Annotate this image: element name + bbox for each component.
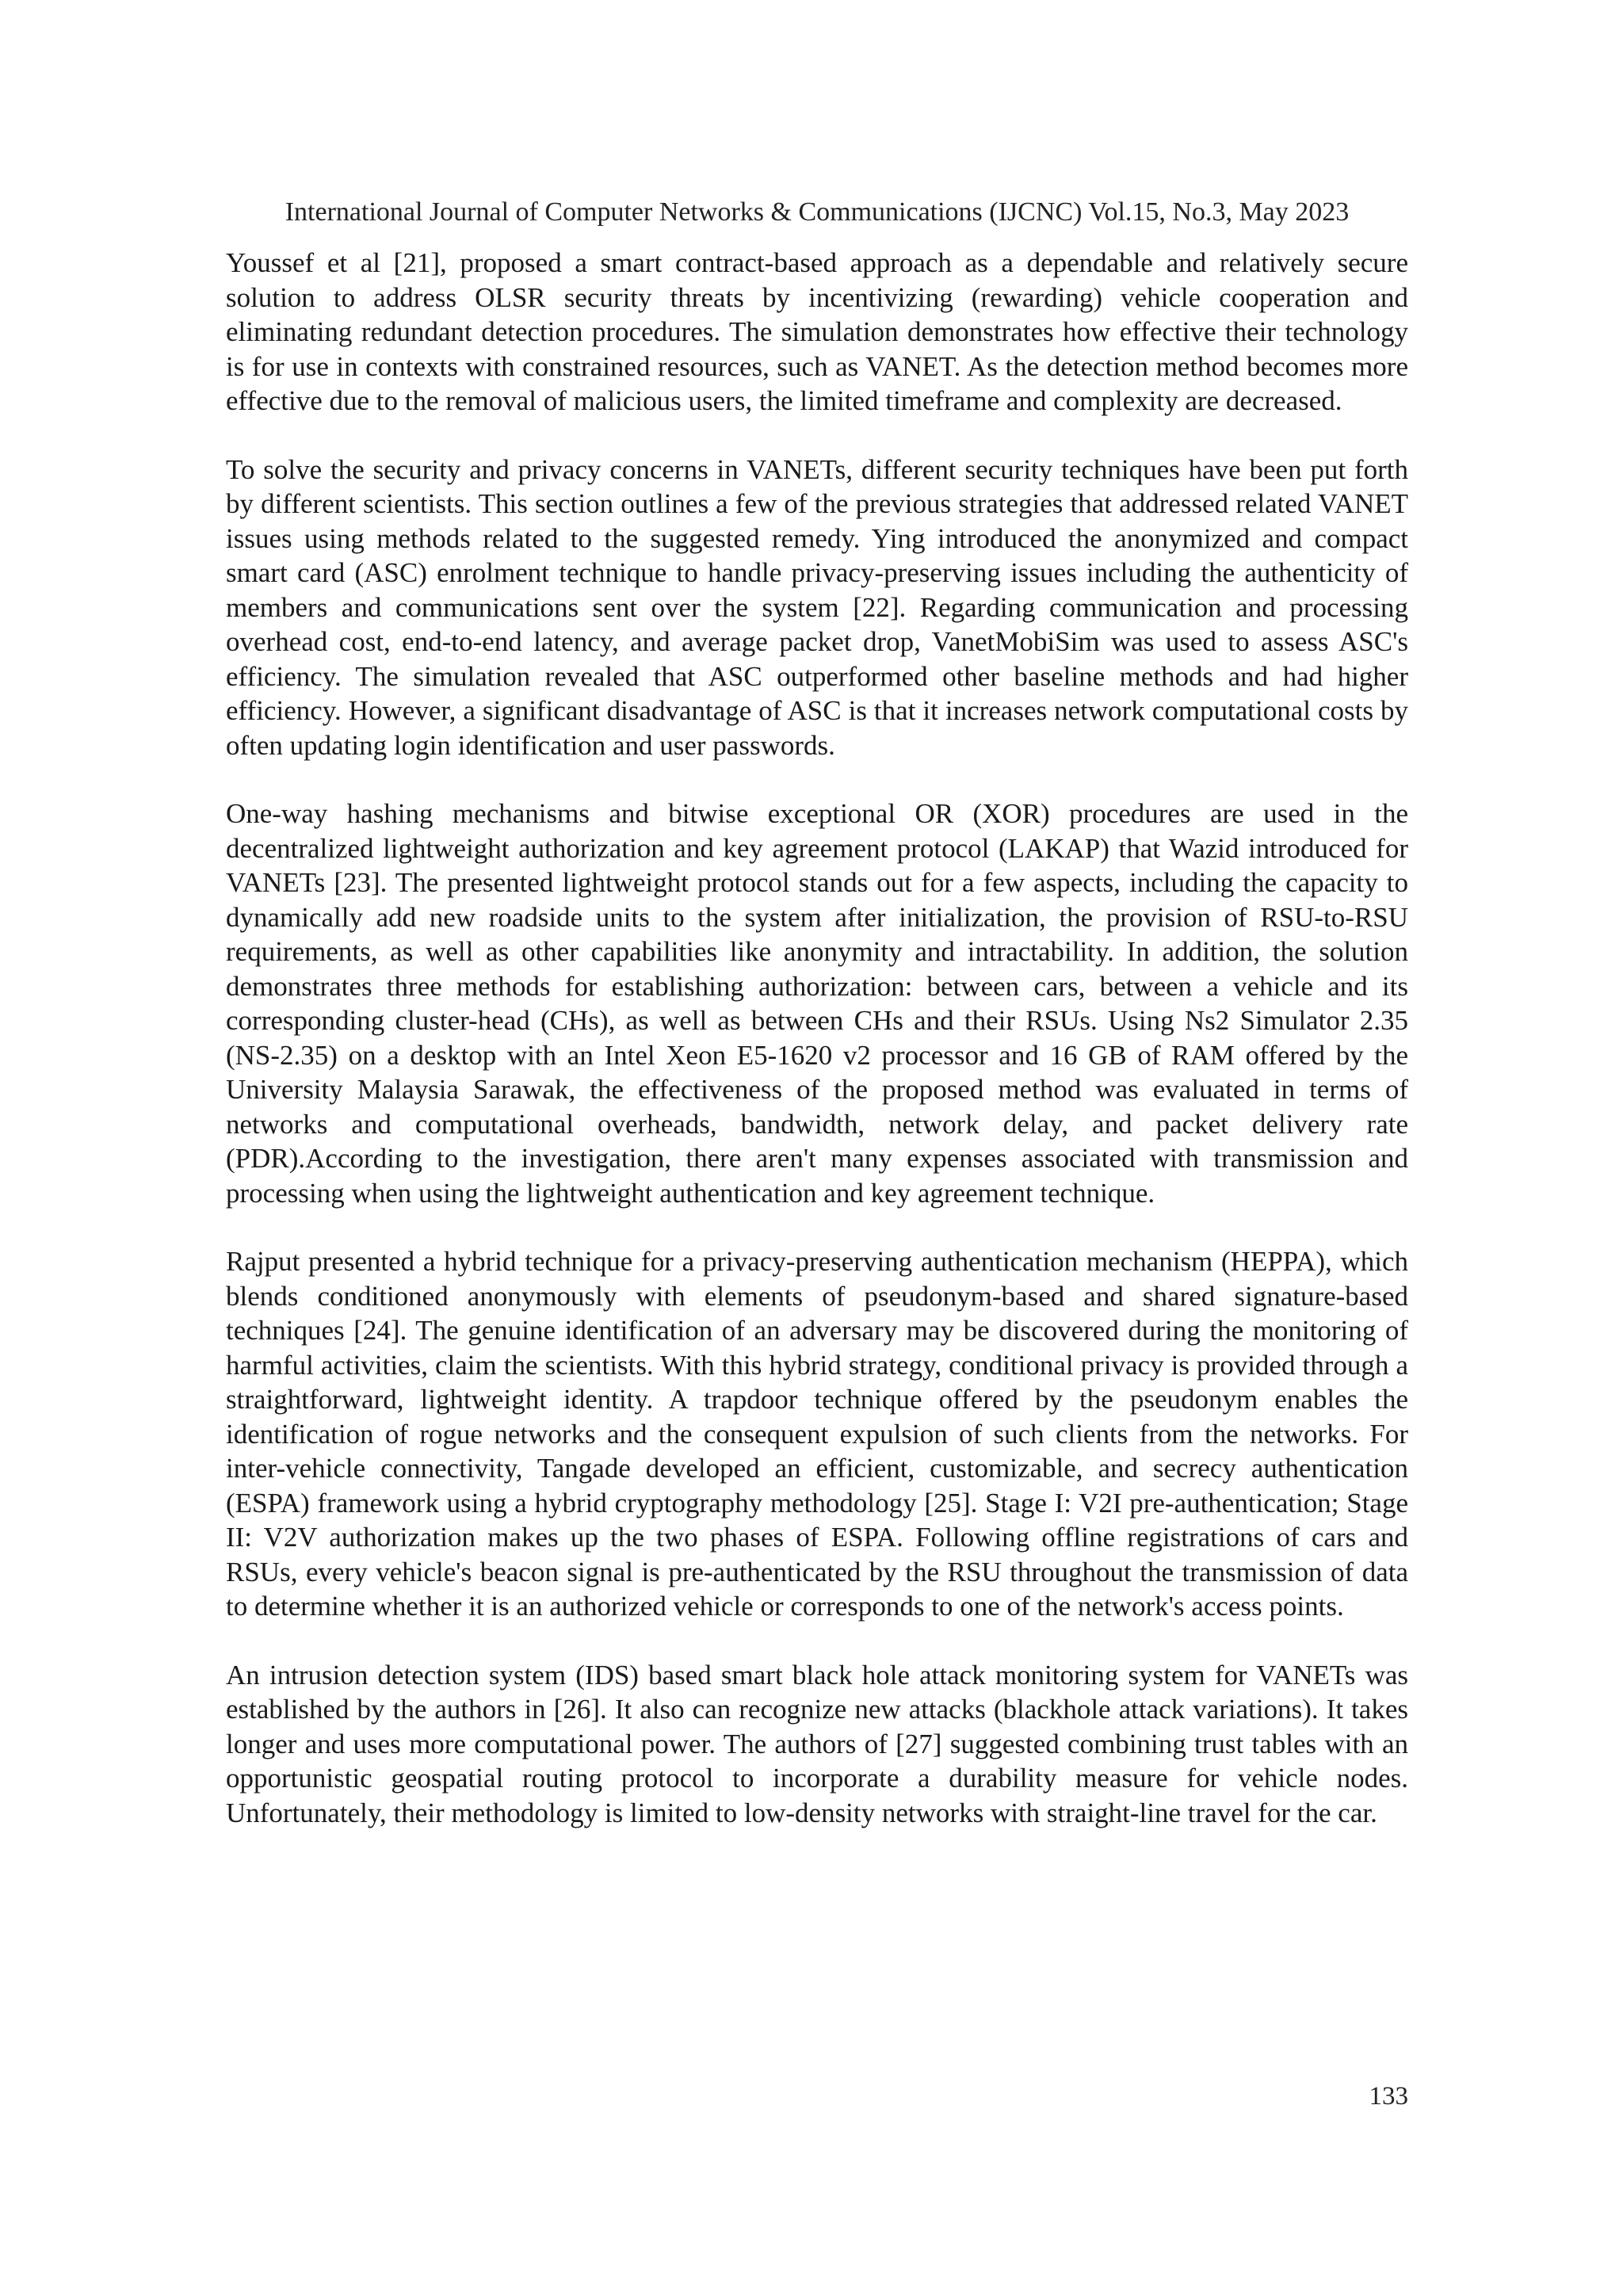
paragraph-heppa-espa: Rajput presented a hybrid technique for a privacy-preserving authentication mechanism (HEPPA), which blends conditioned anonymously with elements of pseudonym-based and shared signature-based techniques [24]. The genuine identification of an adversary may be discovered during the monitoring of harmful activities, claim the scientists. With this hybrid strategy, conditional privacy is provided through a straightforward, lightweight identity. A trapdoor technique offered by the pseudonym enables the identification of rogue networks and the consequent expulsion of such clients from the networks. For inter-vehicle connectivity, Tangade developed an efficient, customizable, and secrecy authentication (ESPA) framework using a hybrid cryptography methodology [25]. Stage I: V2I pre-authentication; Stage II: V2V authorization makes up the two phases of ESPA. Following offline registrations of cars and RSUs, every vehicle's beacon signal is pre-authenticated by the RSU throughout the transmission of data to determine whether it is an authorized vehicle or corresponds to one of the network's access points. bbox=[226, 1246, 1408, 1622]
paragraph-lakap: One-way hashing mechanisms and bitwise exceptional OR (XOR) procedures are used in the decentralized lightweight authorization and key agreement protocol (LAKAP) that Wazid introduced for VANETs [23]. The presented lightweight protocol stands out for a few aspects, including the capacity to dynamically add new roadside units to the system after initialization, the provision of RSU-to-RSU requirements, as well as other capabilities like anonymity and intractability. In addition, the solution demonstrates three methods for establishing authorization: between cars, between a vehicle and its corresponding cluster-head (CHs), as well as between CHs and their RSUs. Using Ns2 Simulator 2.35 (NS-2.35) on a desktop with an Intel Xeon E5-1620 v2 processor and 16 GB of RAM offered by the University Malaysia Sarawak, the effectiveness of the proposed method was evaluated in terms of networks and computational overheads, bandwidth, network delay, and packet delivery rate (PDR).According to the investigation, there aren't many expenses associated with transmission and processing when using the lightweight authentication and key agreement technique. bbox=[226, 798, 1408, 1209]
running-header: International Journal of Computer Networks & Communications (IJCNC) Vol.15, No.3, May 2023 bbox=[285, 197, 1350, 227]
body-text bbox=[226, 246, 1408, 1864]
paragraph-security-privacy: To solve the security and privacy concerns in VANETs, different security techniques have been put forth by different scientists. This section outlines a few of the previous strategies that addressed related VANET issues using methods related to the suggested remedy. Ying introduced the anonymized and compact smart card (ASC) enrolment technique to handle privacy-preserving issues including the authenticity of members and communications sent over the system [22]. Regarding communication and processing overhead cost, end-to-end latency, and average packet drop, VanetMobiSim was used to assess ASC's efficiency. The simulation revealed that ASC outperformed other baseline methods and had higher efficiency. However, a significant disadvantage of ASC is that it increases network computational costs by often updating login identification and user passwords. bbox=[226, 453, 1408, 761]
paragraph-ids: An intrusion detection system (IDS) based smart black hole attack monitoring system for VANETs was established by the authors in [26]. It also can recognize new attacks (blackhole attack variations). It takes longer and uses more computational power. The authors of [27] suggested combining trust tables with an opportunistic geospatial routing protocol to incorporate a durability measure for vehicle nodes. Unfortunately, their methodology is limited to low-density networks with straight-line travel for the car. bbox=[226, 1659, 1408, 1828]
page-number: 133 bbox=[1369, 2082, 1408, 2111]
paragraph-youssef: Youssef et al [21], proposed a smart contract-based approach as a dependable and relatively secure solution to address OLSR security threats by incentivizing (rewarding) vehicle cooperation and eliminating redundant detection procedures. The simulation demonstrates how effective their technology is for use in contexts with constrained resources, such as VANET. As the detection method becomes more effective due to the removal of malicious users, the limited timeframe and complexity are decreased. bbox=[226, 247, 1408, 416]
